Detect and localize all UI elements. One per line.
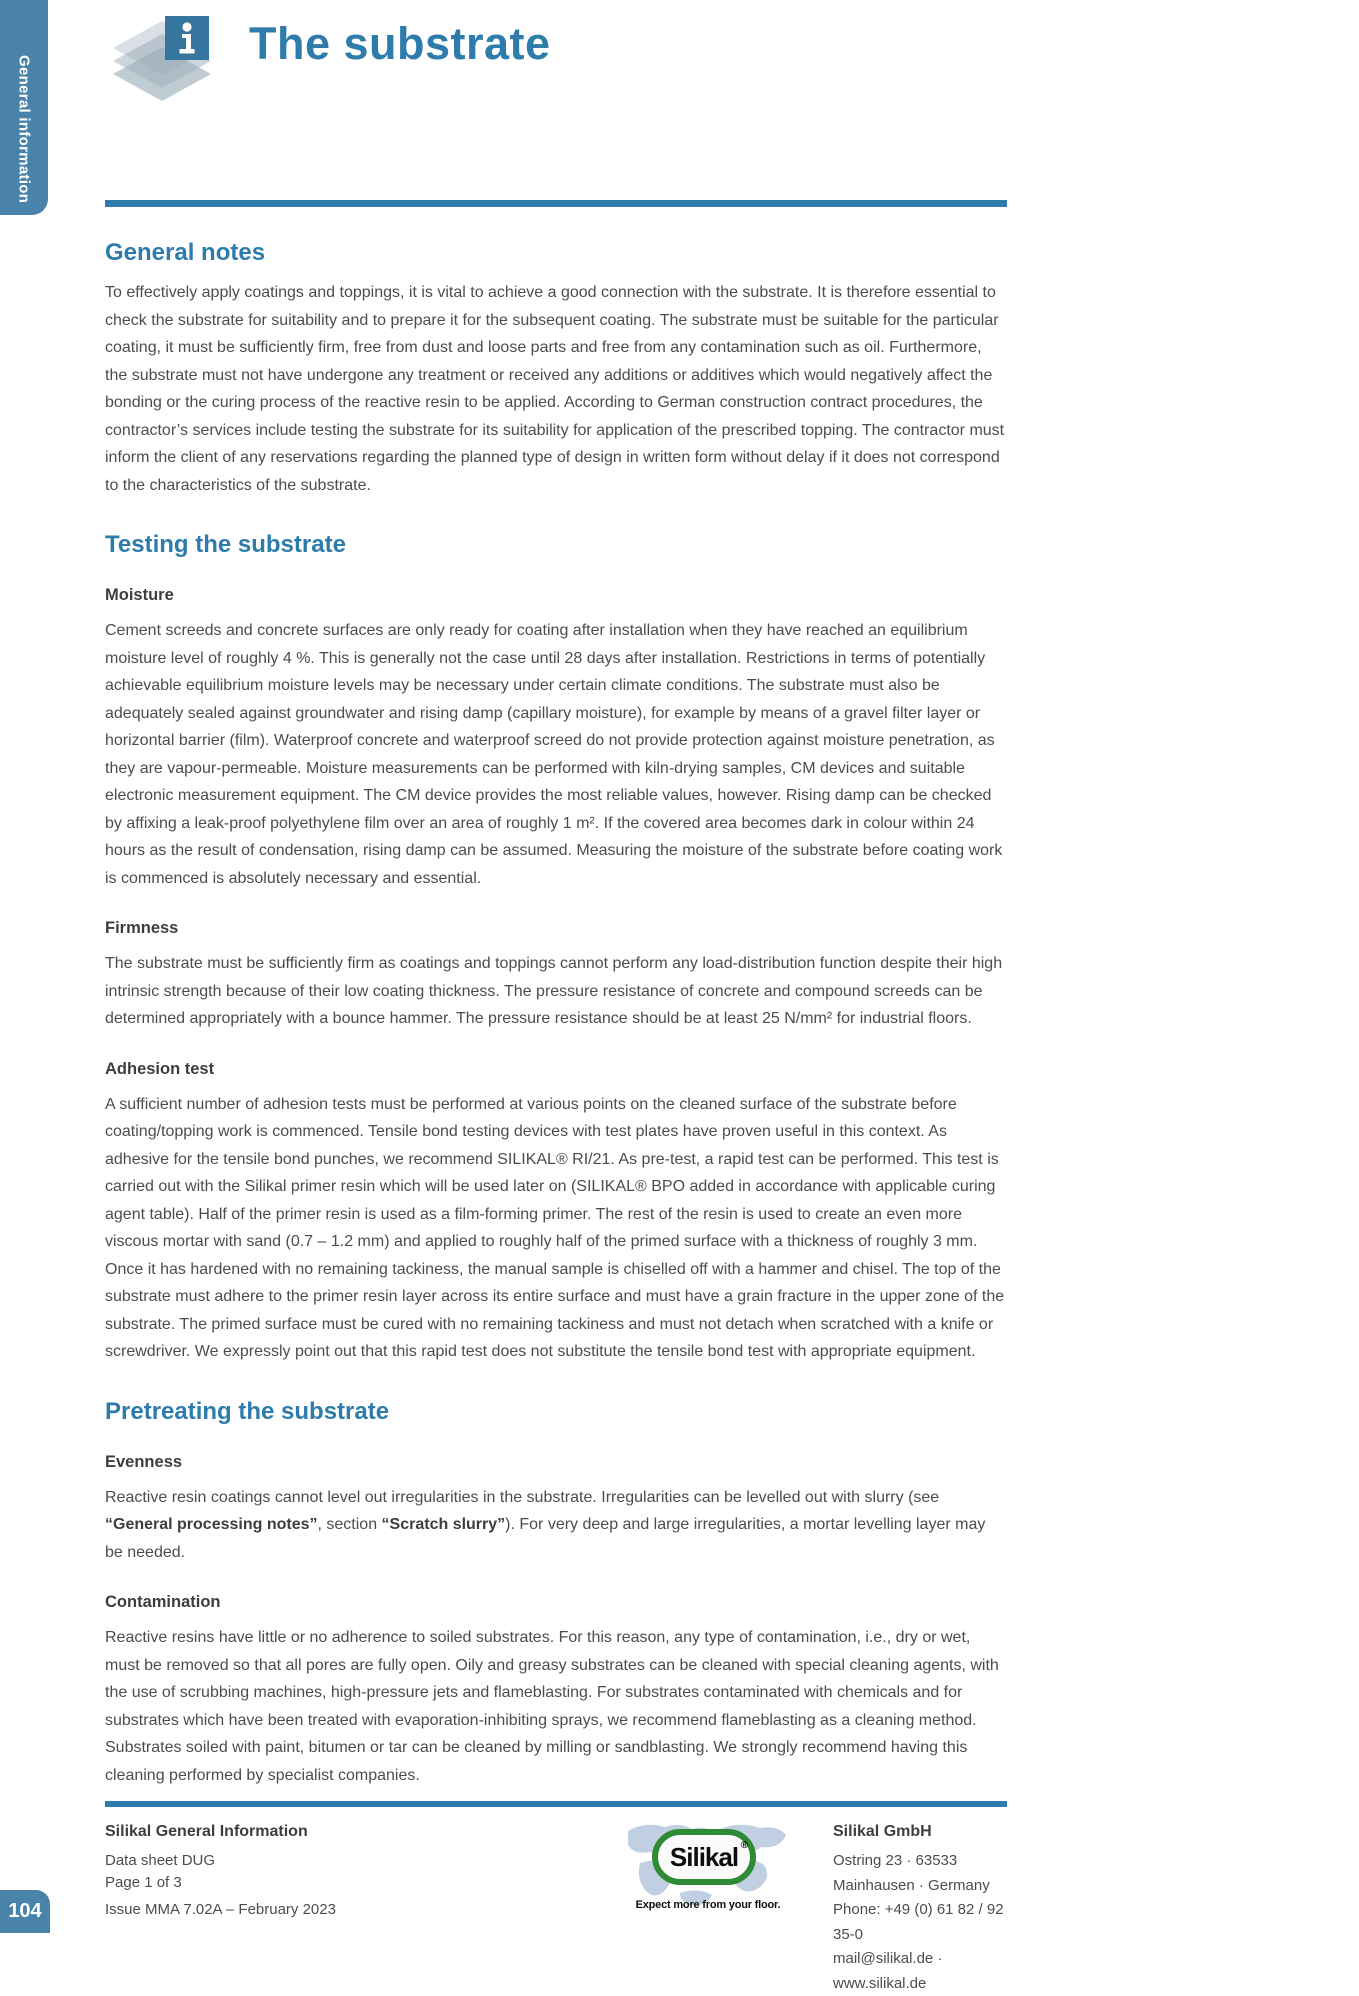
footer-doc-title: Silikal General Information (105, 1823, 308, 1840)
sub-heading-evenness: Evenness (105, 1452, 183, 1471)
adhesion-test-paragraph: A sufficient number of adhesion tests must be performed at various points on the cleaned surface of the substrate before coating/topping work is commenced. Tensile bond testing devices with test plates have proven useful in this context. As adhesive for the tensile bond punches, we recommend SILIKAL® RI/21. As pre-test, a rapid test can be performed. This test is carried out with the Silikal primer resin which will be used later on (SILIKAL® BPO added in accordance with applicable curing agent table). Half of the primer resin is used as a film-forming primer. The rest of the resin is used to create an even more viscous mortar with sand (0.7 – 1.2 mm) and applied to roughly half of the primed surface with a thickness of roughly 3 mm. Once it has hardened with no remaining tackiness, the manual sample is chiselled off with a hammer and chisel. The top of the substrate must adhere to the primer resin layer across its entire surface and must have a grain fracture in the upper zone of the substrate. The primed surface must be cured with no remaining tackiness and must not detach when scratched with a knife or screwdriver. We expressly point out that this rapid test does not substitute the tensile bond test with appropriate equipment. (105, 1095, 1005, 1360)
sub-heading-contamination: Contamination (105, 1593, 221, 1611)
evenness-paragraph: Reactive resin coatings cannot level out irregularities in the substrate. Irregularities can be levelled out with slurry (see “General processing notes”, section “Scratch slurry”). For very deep and large irregularities, a mortar levelling layer may be needed. (105, 1488, 986, 1561)
page-footer (105, 1801, 1007, 1996)
registered-trademark-icon: ® (740, 1839, 748, 1851)
page-header (105, 0, 1007, 152)
silikal-logo-wordmark: Silikal ® (669, 1839, 748, 1872)
page-number: 104 (8, 1900, 42, 1922)
silikal-logo (610, 1823, 828, 1933)
section-heading-pretreating-substrate: Pretreating the substrate (105, 1397, 390, 1425)
silikal-logo-tagline: Expect more from your floor. (635, 1899, 781, 1911)
sub-heading-adhesion-test: Adhesion test (105, 1059, 215, 1078)
firmness-paragraph: The substrate must be sufficiently firm as coatings and toppings cannot perform any load-distribution function despite their high intrinsic strength because of their low coating thickness. The pressure resistance of concrete and compound screeds can be determined appropriately with a bounce hammer. The pressure resistance should be at least 25 N/mm² for industrial floors. (105, 955, 1003, 1027)
layers-info-icon (105, 8, 223, 113)
section-heading-general-notes: General notes (105, 239, 266, 266)
silikal-logo-oval (652, 1829, 756, 1885)
general-notes-paragraph: To effectively apply coatings and toppings, it is vital to achieve a good connection with the substrate. It is therefore essential to check the substrate for suitability and to prepare it for the subsequent coating. The substrate must be suitable for the particular coating, it must be sufficiently firm, free from dust and loose parts and free from any contamination such as oil. Furthermore, the substrate must not have undergone any treatment or received any additions or additives which would negatively affect the bonding or the curing process of the reactive resin to be applied. According to German construction contract procedures, the contractor’s services include testing the substrate for its suitability for application of the prescribed topping. The contractor must inform the client of any reservations regarding the planned type of design in written form without delay if it does not correspond to the characteristics of the substrate. (105, 284, 1005, 494)
footer-datasheet-line: Data sheet DUG (105, 1852, 216, 1869)
header-divider (105, 200, 1007, 207)
footer-divider (105, 1801, 1007, 1807)
section-heading-testing-substrate: Testing the substrate (105, 531, 346, 558)
sub-heading-moisture: Moisture (105, 586, 174, 604)
sidebar-tab-label: General information (15, 54, 33, 203)
company-phone: Phone: +49 (0) 61 82 / 92 35-0 (833, 1901, 1004, 1943)
page-title: The substrate (249, 18, 551, 69)
page-number-badge (0, 1890, 50, 1933)
page-content (105, 0, 1007, 1795)
company-address: Ostring 23 · 63533 Mainhausen · Germany (833, 1852, 990, 1894)
contamination-paragraph: Reactive resins have little or no adherence to soiled substrates. For this reason, any type of contamination, i.e., dry or wet, must be removed so that all pores are fully open. Oily and greasy substrates can be cleaned with special cleaning agents, with the use of scrubbing machines, high-pressure jets and flameblasting. For substrates contaminated with chemicals and for substrates which have been treated with evaporation-inhibiting sprays, we recommend flameblasting as a cleaning method. Substrates soiled with paint, bitumen or tar can be cleaned by milling or sandblasting. We strongly recommend having this cleaning performed by specialist companies. (105, 1629, 999, 1784)
footer-document-info (105, 1823, 610, 1996)
sidebar-tab-general-information (0, 0, 48, 215)
sub-heading-firmness: Firmness (105, 919, 179, 937)
company-name: Silikal GmbH (833, 1823, 932, 1840)
footer-issue-line: Issue MMA 7.02A – February 2023 (105, 1901, 336, 1918)
footer-company-info (828, 1823, 1007, 1996)
footer-page-line: Page 1 of 3 (105, 1874, 182, 1891)
company-email-web: mail@silikal.de · www.silikal.de (833, 1950, 943, 1992)
moisture-paragraph: Cement screeds and concrete surfaces are only ready for coating after installation when they have reached an equilibrium moisture level of roughly 4 %. This is generally not the case until 28 days after installation. Restrictions in terms of potentially achievable equilibrium moisture levels may be necessary under certain climate conditions. The substrate must also be adequately sealed against groundwater and rising damp (capillary moisture), for example by means of a gravel filter layer or horizontal barrier (film). Waterproof concrete and waterproof screed do not provide protection against moisture penetration, as they are vapour-permeable. Moisture measurements can be performed with kiln-drying samples, CM devices and suitable electronic measurement equipment. The CM device provides the most reliable values, however. Rising damp can be checked by affixing a leak-proof polyethylene film over an area of roughly 1 m². If the covered area becomes dark in colour within 24 hours as the result of condensation, rising damp can be assumed. Measuring the moisture of the substrate before coating work is commenced is absolutely necessary and essential. (105, 622, 1003, 887)
